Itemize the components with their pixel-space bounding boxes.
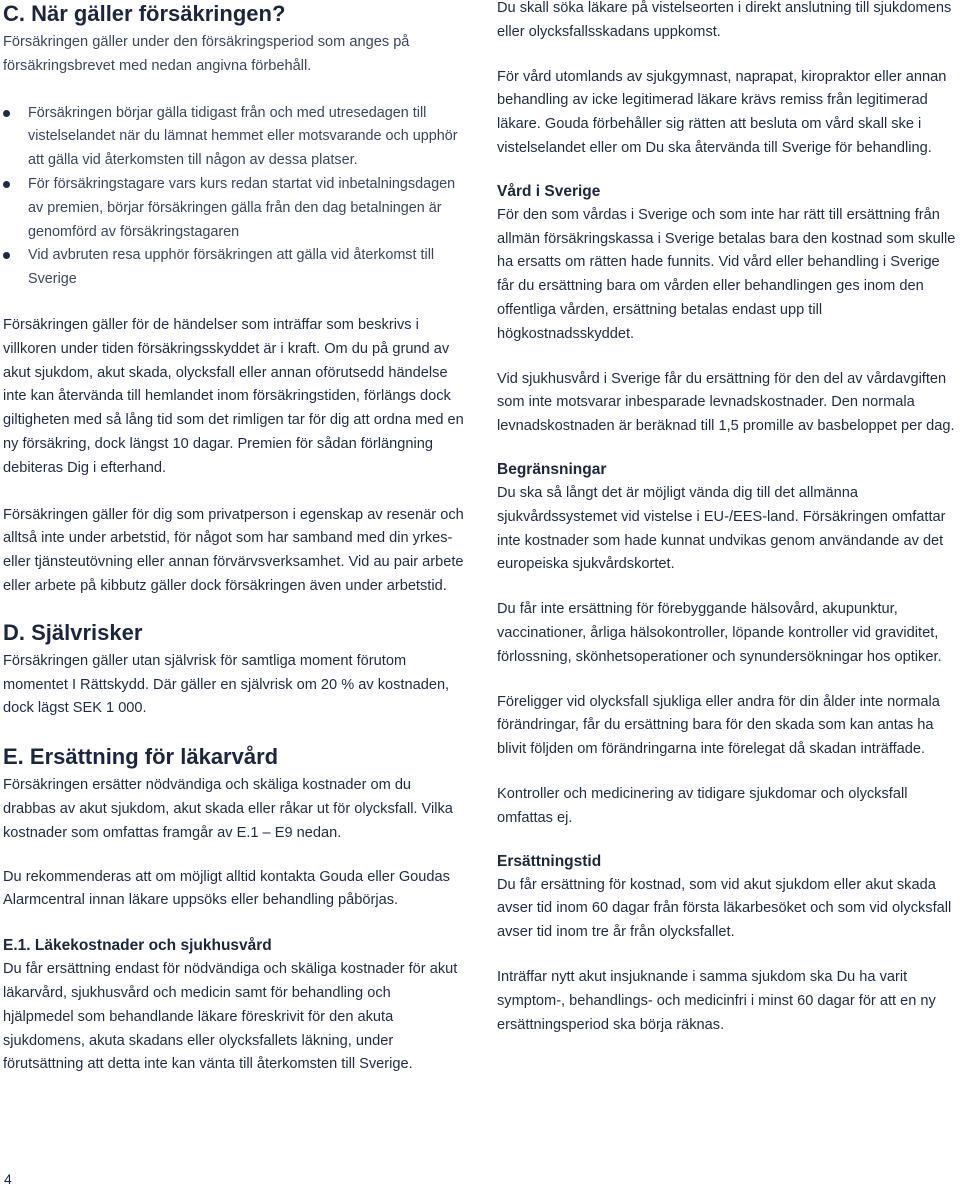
paragraph-ers1: Du får ersättning för kostnad, som vid akut sjukdom eller akut skada avser tid inom 60 dagar från första läkarbesöket och som vid olycksfall avser tid inom tre år från olycksfallet.: [497, 876, 952, 941]
paragraph-begr3: Föreligger vid olycksfall sjukliga eller andra för din ålder inte normala förändringar, får du ersättning bara för den skada som kan antas ha blivit följden om förändringarna inte förelegat då skadan inträffade.: [497, 693, 940, 758]
heading-vard: Vård i Sverige: [497, 182, 601, 200]
paragraph-vard1: För den som vårdas i Sverige och som inte har rätt till ersättning från allmän försäkringskassa i Sverige betalas bara den kostnad som skulle ha ersatts om rätten hade funnits. Vid vård eller behandling i Sverige får du ersättning bara om vården eller behandlingen ges inom den offentliga vården, ersättning betalas endast upp till högkostnadsskyddet.: [497, 206, 956, 342]
paragraph-c1: Försäkringen gäller för de händelser som inträffar som beskrivs i villkoren under tiden försäkringsskyddet är i kraft. Om du på grund av akut sjukdom, akut skada, olycksfall eller annan oförutsedd händelse inte kan återvända till hemlandet inom försäkringstiden, förlängs dock giltigheten med så lång tid som det rimligen tar för dig att ordna med en ny försäkring, dock längst 10 dagar. Premien för sådan förlängning debiteras Dig i efterhand.: [3, 316, 464, 476]
heading-ersattningstid: Ersättningstid: [497, 852, 602, 870]
list-item: Försäkringen börjar gälla tidigast från och med utresedagen till vistelselandet när du lämnat hemmet eller motsvarande och upphör att gälla vid återkomsten till någon av dessa platser.: [3, 102, 465, 173]
paragraph-begr1: Du ska så långt det är möjligt vända dig till det allmänna sjukvårdssystemet vid vistelse i EU-/EES-land. Försäkringen omfattar inte kostnader som hade kunnat undvikas genom användande av det europeiska sjukvårdskortet.: [497, 484, 946, 573]
left-column: [3, 0, 465, 1077]
paragraph-d: Försäkringen gäller utan självrisk för samtliga moment förutom momentet I Rättskydd. Där gäller en självrisk om 20 % av kostnaden, dock lägst SEK 1 000.: [3, 652, 450, 717]
bullet-icon: [3, 252, 10, 259]
paragraph-ers2: Inträffar nytt akut insjuknande i samma sjukdom ska Du ha varit symptom-, behandlings- och medicinfri i minst 60 dagar för att en ny ersättningsperiod ska börja räknas.: [497, 968, 936, 1033]
paragraph-c2: Försäkringen gäller för dig som privatperson i egenskap av resenär och alltså inte under arbetstid, för något som har samband med din yrkes- eller tjänsteutövning eller annan förvärvsverksamhet. Vid au pair arbete eller arbete på kibbutz gäller dock försäkringen även under arbetstid.: [3, 506, 464, 594]
bullet-icon: [3, 110, 10, 117]
paragraph-begr4: Kontroller och medicinering av tidigare sjukdomar och olycksfall omfattas ej.: [497, 785, 908, 826]
right-column: [497, 0, 957, 1037]
list-item: För försäkringstagare vars kurs redan startat vid inbetalningsdagen av premien, börjar försäkringen gälla från den dag betalningen är genomförd av försäkringstagaren: [3, 173, 465, 244]
intro-c: Försäkringen gäller under den försäkringsperiod som anges på försäkringsbrevet med nedan angivna förbehåll.: [3, 34, 410, 74]
paragraph-r1: Du skall söka läkare på vistelseorten i direkt anslutning till sjukdomens eller olycksfallsskadans uppkomst.: [497, 0, 952, 40]
bullet-icon: [3, 181, 10, 188]
page-number: 4: [4, 1171, 12, 1187]
paragraph-e1-1: Du får ersättning endast för nödvändiga och skäliga kostnader för akut läkarvård, sjukhusvård och medicin samt för behandling och hjälpmedel som behandlande läkare föreskrivit för den akuta sjukdomens, akuta skadans eller olycksfallets läkning, under förutsättning att detta inte kan vänta till återkomsten till Sverige.: [3, 961, 458, 1073]
list-item: Vid avbruten resa upphör försäkringen att gälla vid återkomst till Sverige: [3, 244, 465, 292]
bullet-list: [3, 102, 465, 292]
heading-e: E. Ersättning för läkarvård: [3, 744, 279, 770]
heading-d: D. Självrisker: [3, 619, 143, 645]
heading-begransningar: Begränsningar: [497, 460, 607, 478]
heading-e1: E.1. Läkekostnader och sjukhusvård: [3, 937, 272, 955]
paragraph-r2: För vård utomlands av sjukgymnast, naprapat, kiropraktor eller annan behandling av icke legitimerad läkare krävs remiss från legitimerad läkare. Gouda förbehåller sig rätten att besluta om vård skall ske i vistelselandet eller om Du ska återvända till Sverige för behandling.: [497, 68, 947, 156]
paragraph-e2: Du rekommenderas att om möjligt alltid kontakta Gouda eller Goudas Alarmcentral innan läkare uppsöks eller behandling påbörjas.: [3, 868, 450, 909]
paragraph-begr2: Du får inte ersättning för förebyggande hälsovård, akupunktur, vaccinationer, årliga hälsokontroller, löpande kontroller vid graviditet, förlossning, skönhetsoperationer och synundersökningar hos optiker.: [497, 601, 942, 665]
paragraph-vard2: Vid sjukhusvård i Sverige får du ersättning för den del av vårdavgiften som inte motsvarar inbesparade levnadskostnader. Den normala levnadskostnaden är beräknad till 1,5 promille av basbeloppet per dag.: [497, 370, 955, 435]
paragraph-e1: Försäkringen ersätter nödvändiga och skäliga kostnader om du drabbas av akut sjukdom, akut skada eller råkar ut för olycksfall. Vilka kostnader som omfattas framgår av E.1 – E9 nedan.: [3, 777, 453, 841]
heading-c: C. När gäller försäkringen?: [3, 1, 286, 26]
